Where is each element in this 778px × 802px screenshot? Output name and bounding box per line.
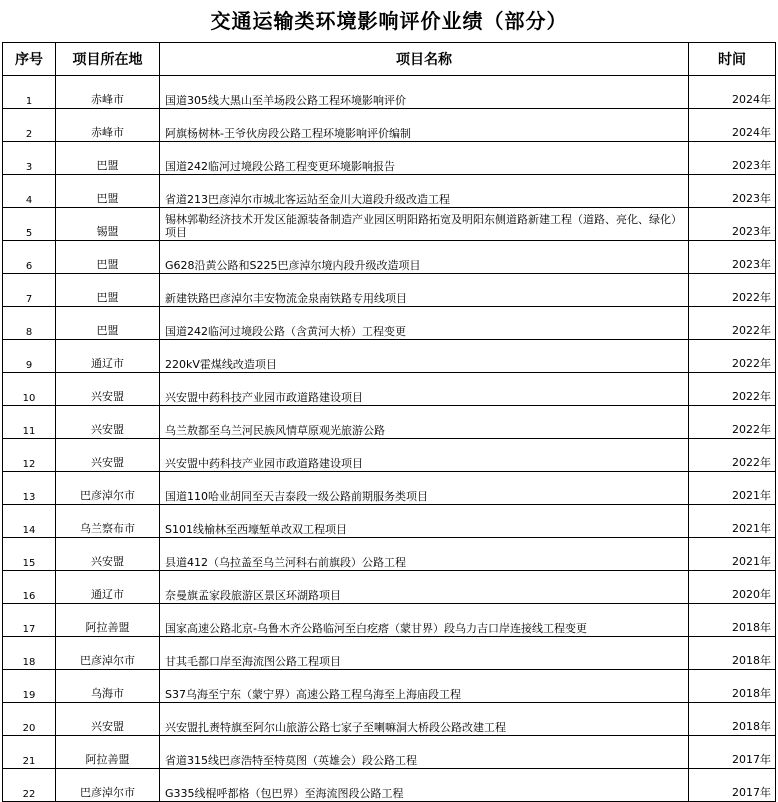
cell-location: 阿拉善盟 [56, 604, 160, 637]
cell-location: 巴彦淖尔市 [56, 472, 160, 505]
cell-time: 2023年 [689, 208, 776, 241]
table-body [3, 76, 776, 802]
cell-time: 2022年 [689, 274, 776, 307]
cell-project-name: 国家高速公路北京-乌鲁木齐公路临河至白疙瘩（蒙甘界）段乌力吉口岸连接线工程变更 [160, 604, 689, 637]
cell-time: 2018年 [689, 670, 776, 703]
cell-seq: 6 [3, 241, 56, 274]
table-row [3, 637, 776, 670]
cell-project-name: 国道305线大黑山至羊场段公路工程环境影响评价 [160, 76, 689, 109]
cell-project-name: G335线棍呼都格（包巴界）至海流图段公路工程 [160, 769, 689, 802]
cell-time: 2023年 [689, 175, 776, 208]
cell-seq: 11 [3, 406, 56, 439]
cell-project-name: 兴安盟扎赉特旗至阿尔山旅游公路七家子至喇嘛洞大桥段公路改建工程 [160, 703, 689, 736]
cell-seq: 19 [3, 670, 56, 703]
cell-location: 通辽市 [56, 340, 160, 373]
table-header-row [3, 43, 776, 76]
cell-project-name: 国道242临河过境段公路工程变更环境影响报告 [160, 142, 689, 175]
cell-time: 2022年 [689, 307, 776, 340]
cell-seq: 8 [3, 307, 56, 340]
cell-project-name: 乌兰敖都至乌兰河民族风情草原观光旅游公路 [160, 406, 689, 439]
cell-seq: 12 [3, 439, 56, 472]
cell-location: 巴盟 [56, 274, 160, 307]
table-row [3, 769, 776, 802]
cell-time: 2022年 [689, 406, 776, 439]
cell-location: 乌海市 [56, 670, 160, 703]
cell-time: 2017年 [689, 769, 776, 802]
cell-project-name: 县道412（乌拉盖至乌兰河科右前旗段）公路工程 [160, 538, 689, 571]
header-seq: 序号 [3, 43, 56, 76]
cell-location: 巴盟 [56, 142, 160, 175]
cell-location: 赤峰市 [56, 76, 160, 109]
table-row [3, 736, 776, 769]
cell-project-name: 阿旗杨树林-王爷伙房段公路工程环境影响评价编制 [160, 109, 689, 142]
table-row [3, 406, 776, 439]
cell-location: 巴彦淖尔市 [56, 637, 160, 670]
cell-time: 2024年 [689, 76, 776, 109]
table-row [3, 571, 776, 604]
cell-project-name: 奈曼旗孟家段旅游区景区环湖路项目 [160, 571, 689, 604]
cell-time: 2022年 [689, 373, 776, 406]
cell-project-name: S101线榆林至西壕堑单改双工程项目 [160, 505, 689, 538]
cell-project-name: 兴安盟中药科技产业园市政道路建设项目 [160, 373, 689, 406]
cell-location: 兴安盟 [56, 373, 160, 406]
table-row [3, 538, 776, 571]
table-row [3, 175, 776, 208]
cell-project-name: 国道242临河过境段公路（含黄河大桥）工程变更 [160, 307, 689, 340]
table-row [3, 241, 776, 274]
cell-seq: 5 [3, 208, 56, 241]
cell-time: 2017年 [689, 736, 776, 769]
cell-time: 2021年 [689, 472, 776, 505]
table-row [3, 670, 776, 703]
projects-table [2, 42, 776, 802]
cell-time: 2018年 [689, 703, 776, 736]
cell-location: 锡盟 [56, 208, 160, 241]
cell-time: 2024年 [689, 109, 776, 142]
table-row [3, 142, 776, 175]
cell-seq: 18 [3, 637, 56, 670]
cell-seq: 21 [3, 736, 56, 769]
cell-seq: 20 [3, 703, 56, 736]
cell-seq: 13 [3, 472, 56, 505]
header-time: 时间 [689, 43, 776, 76]
cell-project-name: 新建铁路巴彦淖尔丰安物流金泉南铁路专用线项目 [160, 274, 689, 307]
cell-location: 巴盟 [56, 307, 160, 340]
cell-location: 巴盟 [56, 175, 160, 208]
cell-time: 2022年 [689, 340, 776, 373]
cell-time: 2023年 [689, 142, 776, 175]
page-title: 交通运输类环境影响评价业绩（部分） [210, 9, 568, 33]
cell-seq: 10 [3, 373, 56, 406]
cell-time: 2018年 [689, 637, 776, 670]
table-row [3, 109, 776, 142]
cell-time: 2021年 [689, 538, 776, 571]
cell-location: 兴安盟 [56, 439, 160, 472]
cell-seq: 1 [3, 76, 56, 109]
cell-location: 兴安盟 [56, 406, 160, 439]
cell-project-name: G628沿黄公路和S225巴彦淖尔境内段升级改造项目 [160, 241, 689, 274]
cell-seq: 15 [3, 538, 56, 571]
cell-location: 阿拉善盟 [56, 736, 160, 769]
cell-project-name: 省道213巴彦淖尔市城北客运站至金川大道段升级改造工程 [160, 175, 689, 208]
table-row [3, 604, 776, 637]
cell-seq: 3 [3, 142, 56, 175]
cell-seq: 16 [3, 571, 56, 604]
cell-project-name: 锡林郭勒经济技术开发区能源装备制造产业园区明阳路拓宽及明阳东侧道路新建工程（道路、亮化、绿化）项目 [160, 208, 689, 241]
table-row [3, 76, 776, 109]
cell-time: 2021年 [689, 505, 776, 538]
cell-project-name: S37乌海至宁东（蒙宁界）高速公路工程乌海至上海庙段工程 [160, 670, 689, 703]
cell-time: 2022年 [689, 439, 776, 472]
cell-project-name: 220kV霍煤线改造项目 [160, 340, 689, 373]
cell-seq: 14 [3, 505, 56, 538]
cell-project-name: 国道110哈业胡同至天吉泰段一级公路前期服务类项目 [160, 472, 689, 505]
cell-seq: 7 [3, 274, 56, 307]
cell-seq: 22 [3, 769, 56, 802]
cell-location: 巴盟 [56, 241, 160, 274]
header-location: 项目所在地 [56, 43, 160, 76]
cell-location: 兴安盟 [56, 538, 160, 571]
table-row [3, 373, 776, 406]
cell-seq: 9 [3, 340, 56, 373]
cell-project-name: 兴安盟中药科技产业园市政道路建设项目 [160, 439, 689, 472]
cell-seq: 17 [3, 604, 56, 637]
header-name: 项目名称 [160, 43, 689, 76]
table-row [3, 274, 776, 307]
cell-location: 通辽市 [56, 571, 160, 604]
cell-location: 巴彦淖尔市 [56, 769, 160, 802]
table-row [3, 307, 776, 340]
table-row [3, 340, 776, 373]
cell-time: 2018年 [689, 604, 776, 637]
cell-location: 赤峰市 [56, 109, 160, 142]
table-row [3, 472, 776, 505]
table-row [3, 505, 776, 538]
cell-time: 2020年 [689, 571, 776, 604]
cell-time: 2023年 [689, 241, 776, 274]
table-row [3, 703, 776, 736]
table-row [3, 439, 776, 472]
table-row [3, 208, 776, 241]
cell-seq: 2 [3, 109, 56, 142]
cell-location: 乌兰察布市 [56, 505, 160, 538]
cell-location: 兴安盟 [56, 703, 160, 736]
cell-project-name: 省道315线巴彦浩特至特莫图（英雄会）段公路工程 [160, 736, 689, 769]
cell-seq: 4 [3, 175, 56, 208]
cell-project-name: 甘其毛都口岸至海流图公路工程项目 [160, 637, 689, 670]
